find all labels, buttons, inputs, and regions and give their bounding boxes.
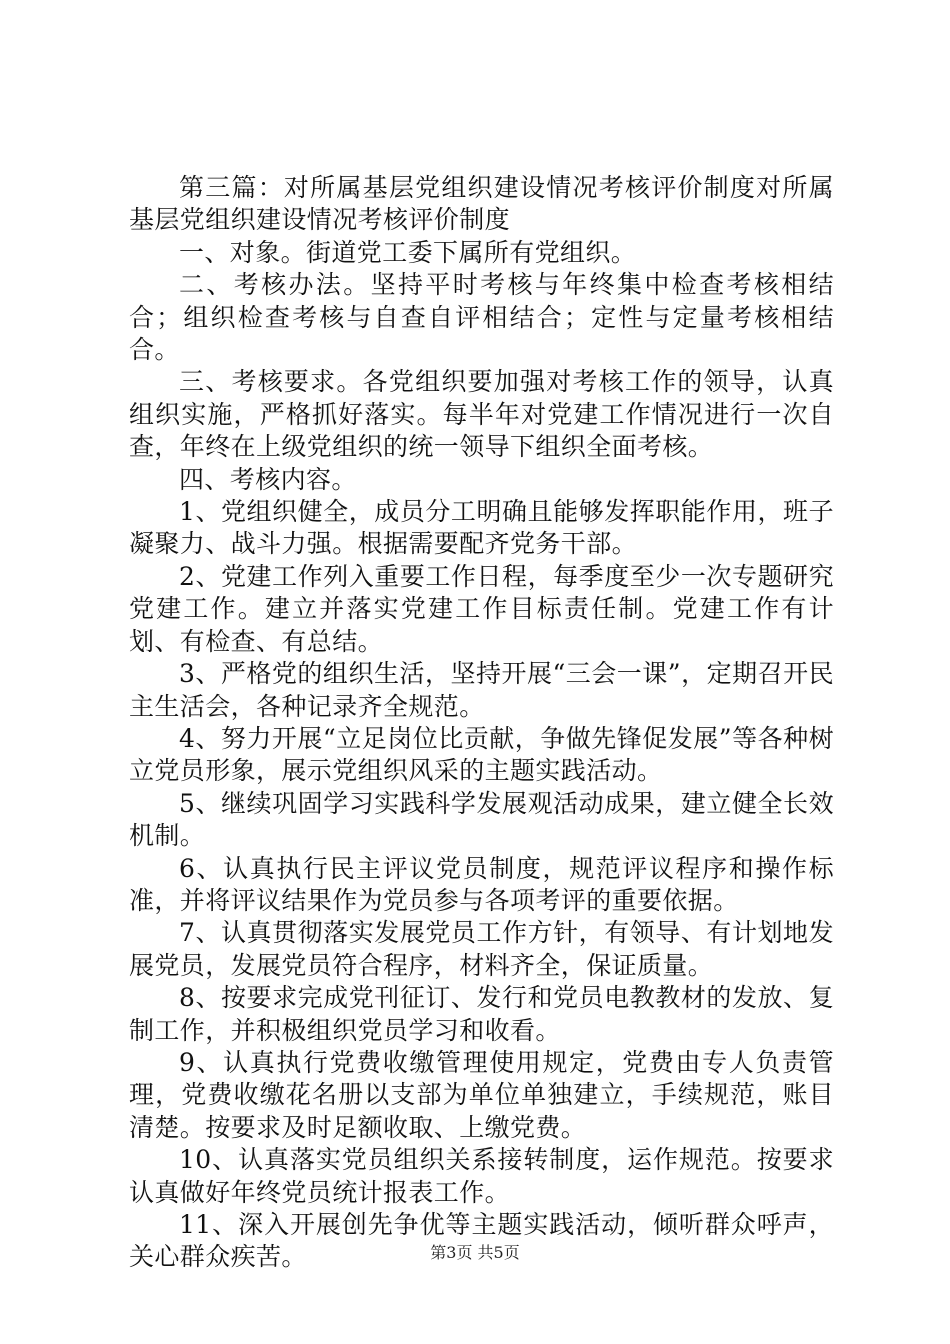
paragraph-item-1: 1、党组织健全，成员分工明确且能够发挥职能作用，班子凝聚力、战斗力强。根据需要配齐党务干部。 — [129, 497, 834, 559]
paragraph-item-7: 7、认真贯彻落实发展党员工作方针，有领导、有计划地发展党员，发展党员符合程序，材料齐全，保证质量。 — [129, 918, 834, 980]
page-number-footer: 第3页 共5页 — [430, 1243, 520, 1262]
paragraph-item-5: 5、继续巩固学习实践科学发展观活动成果，建立健全长效机制。 — [129, 788, 834, 851]
paragraph-title: 第三篇：对所属基层党组织建设情况考核评价制度对所属基层党组织建设情况考核评价制度 — [129, 173, 834, 235]
paragraph-object: 一、对象。街道党工委下属所有党组织。 — [179, 237, 637, 267]
paragraph-content-heading: 四、考核内容。 — [179, 464, 357, 494]
paragraph-requirements: 三、考核要求。各党组织要加强对考核工作的领导，认真组织实施，严格抓好落实。每半年对党建工作情况进行一次自查，年终在上级党组织的统一领导下组织全面考核。 — [129, 367, 834, 462]
paragraph-item-11: 11、深入开展创先争优等主题实践活动，倾听群众呼声，关心群众疾苦。 — [129, 1210, 834, 1272]
paragraph-item-4: 4、努力开展“立足岗位比贡献，争做先锋促发展”等各种树立党员形象，展示党组织风采的主题实践活动。 — [129, 723, 834, 786]
paragraph-item-3: 3、严格党的组织生活，坚持开展“三会一课”，定期召开民主生活会，各种记录齐全规范。 — [129, 659, 834, 721]
paragraph-item-2: 2、党建工作列入重要工作日程，每季度至少一次专题研究党建工作。建立并落实党建工作目标责任制。党建工作有计划、有检查、有总结。 — [129, 561, 834, 656]
paragraph-item-9: 9、认真执行党费收缴管理使用规定，党费由专人负责管理，党费收缴花名册以支部为单位单独建立，手续规范，账目清楚。按要求及时足额收取、上缴党费。 — [129, 1047, 834, 1142]
paragraph-item-8: 8、按要求完成党刊征订、发行和党员电教教材的发放、复制工作，并积极组织党员学习和收看。 — [129, 983, 834, 1045]
document-body — [129, 172, 834, 1274]
paragraph-method: 二、考核办法。坚持平时考核与年终集中检查考核相结合；组织检查考核与自查自评相结合；定性与定量考核相结合。 — [129, 270, 834, 365]
paragraph-item-6: 6、认真执行民主评议党员制度，规范评议程序和操作标准，并将评议结果作为党员参与各项考评的重要依据。 — [129, 853, 834, 915]
paragraph-item-10: 10、认真落实党员组织关系接转制度，运作规范。按要求认真做好年终党员统计报表工作。 — [129, 1145, 834, 1207]
